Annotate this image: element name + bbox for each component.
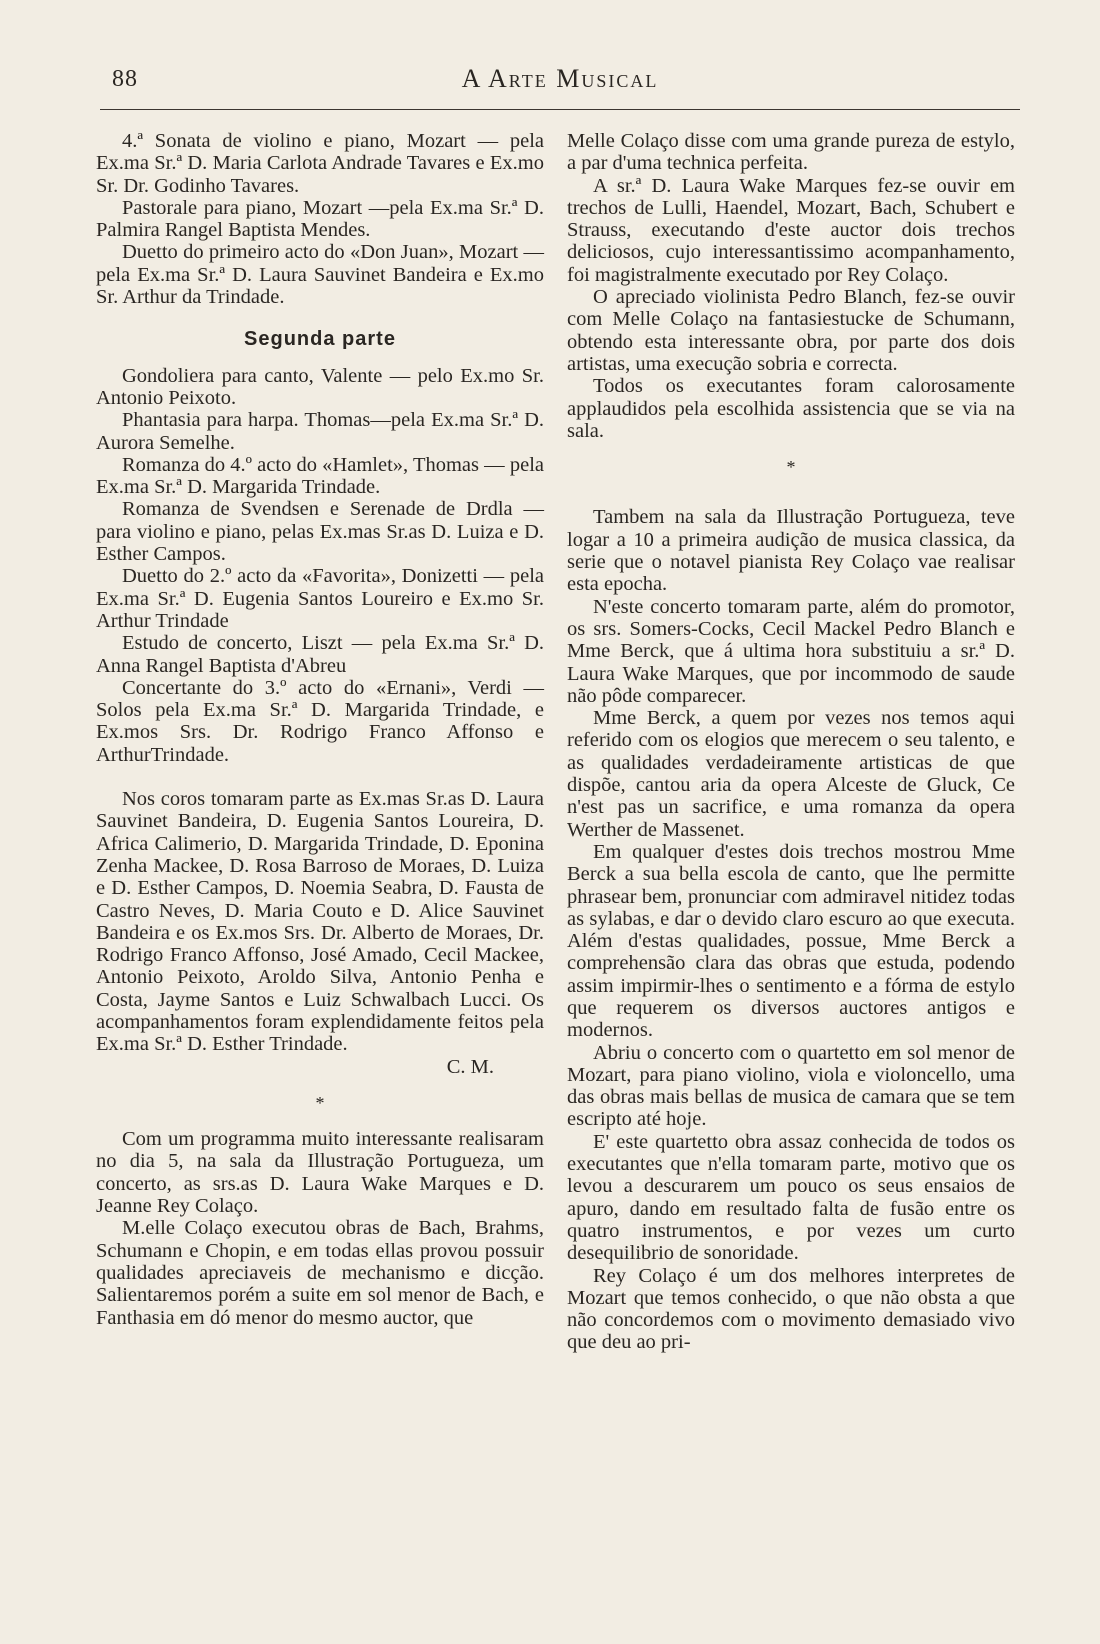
article-paragraph: Em qualquer d'estes dois trechos mostrou Mme Berck a sua bella escola de canto, que lhe permitte phrasear bem, pronunciar com admiravel nitidez todas as sylabas, e dar o devido claro escuro ao que executa. Além d'estas qualidades, possue, Mme Berck a comprehensão clara das obras que estuda, podendo assim impirmir-lhes o sentimento e a fórma de estylo que requerem os diversos auctores antigos e modernos. [567,840,1015,1042]
article-paragraph: N'este concerto tomaram parte, além do promotor, os srs. Somers-Cocks, Cecil Mackel Pedro Blanch e Mme Berck, que á ultima hora substituiu a sr.ª D. Laura Wake Marques, que por incommodo de saude não pôde comparecer. [567,595,1015,707]
program-item: 4.ª Sonata de violino e piano, Mozart — pela Ex.ma Sr.ª D. Maria Carlota Andrade Tavares e Ex.mo Sr. Dr. Godinho Tavares. [96,130,544,197]
program-item: Romanza do 4.º acto do «Hamlet», Thomas — pela Ex.ma Sr.ª D. Margarida Trindade. [96,453,544,499]
program-item: Concertante do 3.º acto do «Ernani», Verdi — Solos pela Ex.ma Sr.ª D. Margarida Trindade, e Ex.mos Srs. Dr. Rodrigo Franco Affonso e ArthurTrindade. [96,676,544,766]
article-paragraph: A sr.ª D. Laura Wake Marques fez-se ouvir em trechos de Lulli, Haendel, Mozart, Bach, Schubert e Strauss, executando d'este auctor dois trechos deliciosos, cujo interessantissimo acompanhamento, foi magistralmente executado por Rey Colaço. [567,174,1015,286]
section-title: Segunda parte [244,328,396,351]
article-paragraph: Mme Berck, a quem por vezes nos temos aqui referido com os elogios que merecem o seu talento, e as qualidades verdadeiramente artisticas de que dispõe, cantou aria da opera Alceste de Gluck, Ce n'est pas un sacrifice, e uma romanza da opera Werther de Massenet. [567,707,1015,841]
program-item: Pastorale para piano, Mozart —pela Ex.ma Sr.ª D. Palmira Rangel Baptista Mendes. [96,196,544,242]
left-column [96,130,544,1329]
article-paragraph: Com um programma muito interessante realisaram no dia 5, na sala da Illustração Portugueza, um concerto, as srs.as D. Laura Wake Marques e D. Jeanne Rey Colaço. [96,1128,544,1218]
page-header [100,62,1020,102]
article-paragraph: Abriu o concerto com o quartetto em sol menor de Mozart, para piano violino, viola e violoncello, uma das obras mais bellas de musica de camara que se tem escripto até hoje. [567,1041,1015,1131]
separator-asterisk: * [786,457,796,478]
signature: C. M. [446,1055,494,1078]
journal-title: A Arte Musical [461,64,659,93]
program-item: Gondoliera para canto, Valente — pelo Ex.mo Sr. Antonio Peixoto. [96,364,544,409]
spacer [567,492,1015,506]
chorus-paragraph: Nos coros tomaram parte as Ex.mas Sr.as D. Laura Sauvinet Bandeira, D. Eugenia Santos Loureira, D. Africa Calimerio, D. Margarida Trindade, D. Eponina Zenha Mackee, D. Rosa Barroso de Moraes, D. Luiza e D. Esther Campos, D. Noemia Seabra, D. Fausta de Castro Neves, D. Maria Couto e D. Alice Sauvinet Bandeira e os Ex.mos Srs. Dr. Alberto de Moraes, Dr. Rodrigo Franco Affonso, José Amado, Cecil Mackee, Antonio Peixoto, Aroldo Silva, Antonio Penha e Costa, Jayme Santos e Luiz Schwalbach Lucci. Os acompanhamentos foram explendidamente feitos pela Ex.ma Sr.ª D. Esther Trindade. [96,788,544,1056]
program-item: Duetto do 2.º acto da «Favorita», Donizetti — pela Ex.ma Sr.ª D. Eugenia Santos Loureiro e Ex.mo Sr. Arthur Trindade [96,565,544,632]
program-item: Phantasia para harpa. Thomas—pela Ex.ma Sr.ª D. Aurora Semelhe. [96,409,544,454]
spacer [96,766,544,788]
article-paragraph: Melle Colaço disse com uma grande pureza de estylo, a par d'uma technica perfeita. [567,130,1015,175]
article-paragraph: O apreciado violinista Pedro Blanch, fez-se ouvir com Melle Colaço na fantasiestucke de Schumann, obtendo esta interessante obra, por parte dos dois artistas, uma execução sobria e correcta. [567,286,1015,375]
article-paragraph: E' este quartetto obra assaz conhecida de todos os executantes que n'ella tomaram parte, motivo que os levou a descurarem um pouco os seus ensaios de apuro, dando em resultado falta de fusão entre os quatro instrumentos, e por vezes um curto desequilibrio de sonoridade. [567,1130,1015,1265]
right-column [567,130,1015,1354]
article-paragraph: Todos os executantes foram calorosamente applaudidos pela escolhida assistencia que se via na sala. [567,375,1015,442]
page-number: 88 [112,66,138,92]
separator-asterisk: * [315,1092,325,1113]
article-paragraph: Rey Colaço é um dos melhores interpretes de Mozart que temos conhecido, o que não obsta a que não concordemos com o movimento demasiado vivo que deu ao pri- [567,1264,1015,1354]
program-item: Duetto do primeiro acto do «Don Juan», Mozart — pela Ex.ma Sr.ª D. Laura Sauvinet Bandeira e Ex.mo Sr. Arthur da Trindade. [96,241,544,309]
header-rule [100,109,1020,110]
program-item: Romanza de Svendsen e Serenade de Drdla — para violino e piano, pelas Ex.mas Sr.as D. Luiza e D. Esther Campos. [96,498,544,566]
program-item: Estudo de concerto, Liszt — pela Ex.ma Sr.ª D. Anna Rangel Baptista d'Abreu [96,632,544,677]
article-paragraph: M.elle Colaço executou obras de Bach, Brahms, Schumann e Chopin, e em todas ellas provou possuir qualidades apreciaveis de mechanismo e dicção. Salientaremos porém a suite em sol menor de Bach, e Fanthasia em dó menor do mesmo auctor, que [96,1217,544,1329]
article-paragraph: Tambem na sala da Illustração Portugueza, teve logar a 10 a primeira audição de musica classica, da serie que o notavel pianista Rey Colaço vae realisar esta epocha. [567,506,1015,596]
